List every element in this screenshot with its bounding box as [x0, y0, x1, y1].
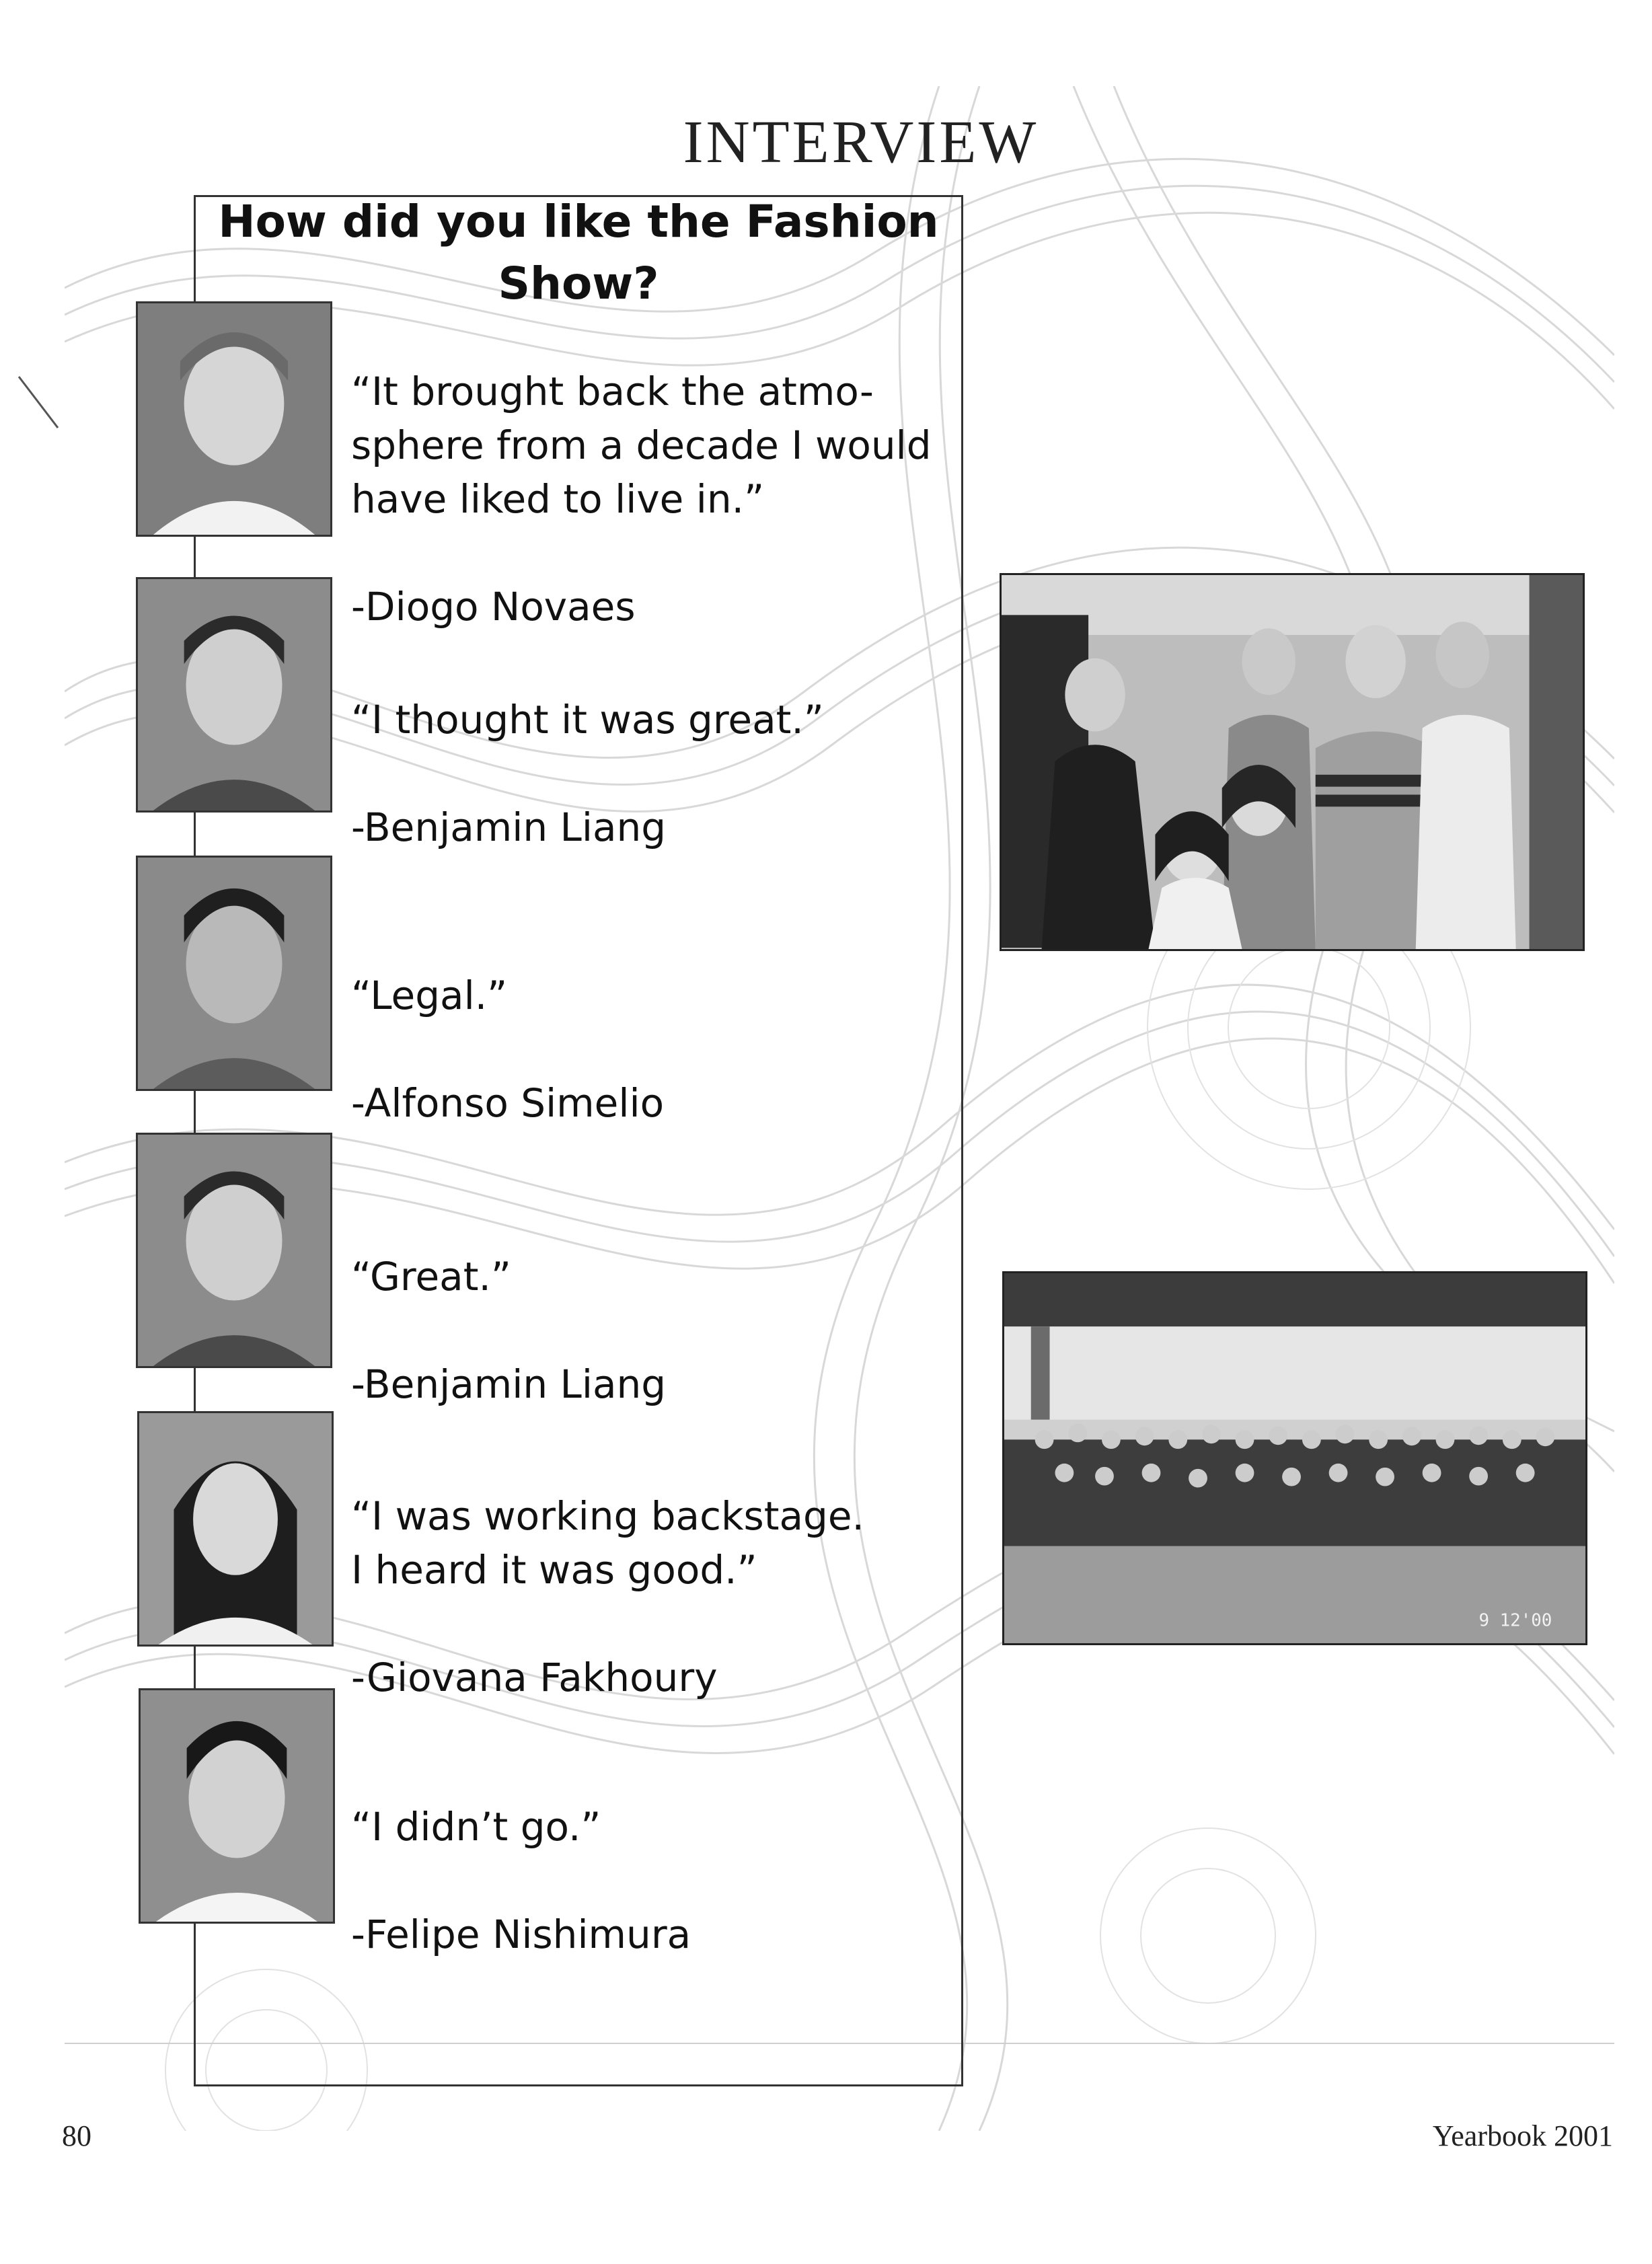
interview-entry — [351, 311, 970, 687]
interview-entry — [351, 915, 970, 1184]
group-photo — [1002, 1271, 1587, 1645]
quote-text: “Great.” — [351, 1254, 511, 1299]
student-name: -Alfonso Simelio — [351, 1080, 665, 1126]
interview-entry — [351, 639, 970, 908]
page-section-title: INTERVIEW — [683, 109, 1039, 176]
student-name: -Benjamin Liang — [351, 804, 667, 850]
student-name: -Diogo Novaes — [351, 584, 636, 630]
portrait-photo — [136, 577, 332, 813]
quote-text: “I thought it was great.” — [351, 697, 824, 743]
interview-entry — [351, 1435, 970, 1758]
portrait-photo — [136, 1133, 332, 1368]
quote-text: “It brought back the atmo- sphere from a decade I would have liked to live in.” — [351, 369, 932, 522]
footer-label: Yearbook 2001 — [1432, 2119, 1613, 2152]
portrait-photo — [136, 301, 332, 537]
portrait-photo — [136, 856, 332, 1091]
quote-text: “I didn’t go.” — [351, 1804, 601, 1850]
interview-entry — [351, 1196, 970, 1465]
portrait-photo — [137, 1411, 334, 1647]
quote-text: “Legal.” — [351, 973, 508, 1018]
student-name: -Felipe Nishimura — [351, 1912, 691, 1957]
portrait-photo — [139, 1688, 335, 1924]
student-name: -Benjamin Liang — [351, 1361, 667, 1407]
quote-text: “I was working backstage. I heard it was good.” — [351, 1493, 864, 1593]
group-photo — [1000, 573, 1585, 951]
photo-timestamp: 9 12'00 — [1478, 1610, 1552, 1631]
page-number: 80 — [62, 2119, 91, 2152]
interview-question: How did you like the Fashion Show? — [218, 196, 939, 309]
interview-entry — [351, 1746, 970, 2015]
student-name: -Giovana Fakhoury — [351, 1655, 718, 1700]
